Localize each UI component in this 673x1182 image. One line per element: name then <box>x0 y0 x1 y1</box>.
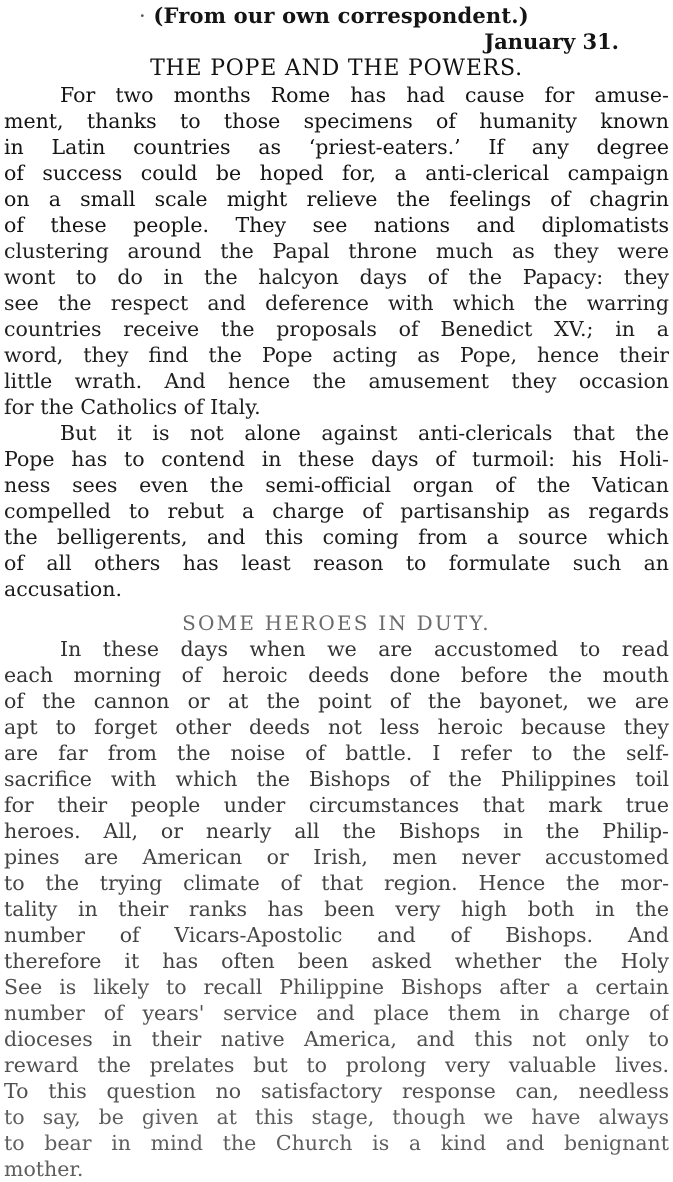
text-line: to the trying climate of that region. Hence the mor- <box>4 871 669 895</box>
article-paragraph <box>4 420 669 602</box>
text-line: wont to do in the halcyon days of the Papacy: they <box>4 265 669 289</box>
text-line: to say, be given at this stage, though we have always <box>4 1105 669 1129</box>
text-line: of the cannon or at the point of the bayonet, we are <box>4 689 669 713</box>
text-line: on a small scale might relieve the feelings of chagrin <box>4 187 669 211</box>
text-line: pines are American or Irish, men never accustomed <box>4 845 669 869</box>
headline-heroes-in-duty: SOME HEROES IN DUTY. <box>182 611 491 635</box>
article-paragraph <box>4 636 669 1182</box>
text-line: in Latin countries as ‘priest-eaters.’ If any degree <box>4 135 669 159</box>
text-line: number of years' service and place them in charge of <box>4 1001 669 1025</box>
text-line: are far from the noise of battle. I refer to the self- <box>4 741 669 765</box>
text-line: for their people under circumstances that mark true <box>4 793 669 817</box>
headline-pope-and-powers: THE POPE AND THE POWERS. <box>150 56 523 81</box>
text-line: compelled to rebut a charge of partisanship as regards <box>4 499 669 523</box>
text-line: of success could be hoped for, a anti-clerical campaign <box>4 161 669 185</box>
text-line: the belligerents, and this coming from a source which <box>4 525 669 549</box>
text-line: dioceses in their native America, and this not only to <box>4 1027 669 1051</box>
text-line: See is likely to recall Philippine Bishops after a certain <box>4 975 669 999</box>
text-line: sacrifice with which the Bishops of the Philippines toil <box>4 767 669 791</box>
text-line: mother. <box>4 1157 84 1181</box>
text-line: Pope has to contend in these days of turmoil: his Holi- <box>4 447 669 471</box>
text-line: little wrath. And hence the amusement they occasion <box>4 369 669 393</box>
byline-text: (From our own correspondent.) <box>153 3 529 28</box>
dateline: January 31. <box>484 29 619 54</box>
text-line: ment, thanks to those specimens of humanity known <box>4 109 669 133</box>
byline-mark: · <box>139 4 146 28</box>
text-line: each morning of heroic deeds done before the mouth <box>4 663 669 687</box>
text-line: of all others has least reason to formulate such an <box>4 551 669 575</box>
article-paragraph <box>4 82 669 420</box>
text-line: to bear in mind the Church is a kind and benignant <box>4 1131 669 1155</box>
text-line: reward the prelates but to prolong very valuable lives. <box>4 1053 669 1077</box>
text-line: tality in their ranks has been very high both in the <box>4 897 669 921</box>
text-line: heroes. All, or nearly all the Bishops in the Philip- <box>4 819 669 843</box>
text-line: clustering around the Papal throne much as they were <box>4 239 669 263</box>
text-line: number of Vicars-Apostolic and of Bishops. And <box>4 923 669 947</box>
text-line: accusation. <box>4 577 122 601</box>
text-line: For two months Rome has had cause for amuse- <box>60 83 669 107</box>
text-line: for the Catholics of Italy. <box>4 395 261 419</box>
text-line: countries receive the proposals of Benedict XV.; in a <box>4 317 669 341</box>
text-line: see the respect and deference with which the warring <box>4 291 669 315</box>
text-line: But it is not alone against anti-clericals that the <box>60 421 669 445</box>
text-line: In these days when we are accustomed to read <box>60 637 669 661</box>
text-line: ness sees even the semi-official organ of the Vatican <box>4 473 669 497</box>
text-line: therefore it has often been asked whether the Holy <box>4 949 669 973</box>
text-line: word, they find the Pope acting as Pope, hence their <box>4 343 669 367</box>
text-line: apt to forget other deeds not less heroic because they <box>4 715 669 739</box>
byline <box>4 3 669 29</box>
text-line: of these people. They see nations and diplomatists <box>4 213 669 237</box>
text-line: To this question no satisfactory response can, needless <box>4 1079 669 1103</box>
